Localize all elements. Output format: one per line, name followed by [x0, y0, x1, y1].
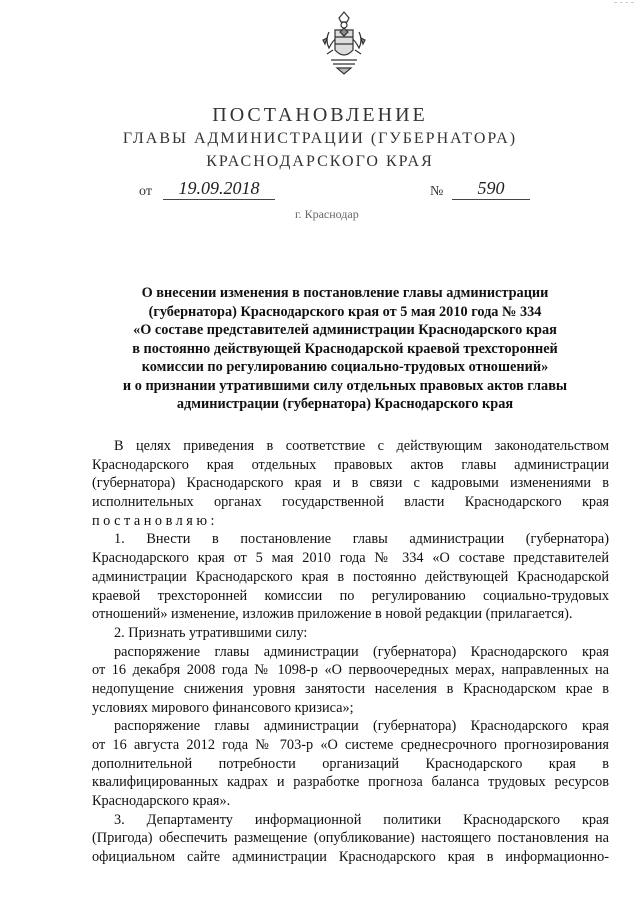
body-line: от 16 декабря 2008 года № 1098-р «О первоочередных мерах, направленных на [92, 662, 609, 679]
body-line: распоряжение главы администрации (губернатора) Краснодарского края [114, 718, 609, 735]
body-line: недопущение снижения уровня занятости населения в Краснодарском крае в [92, 680, 609, 697]
city-label: г. Краснодар [295, 207, 359, 221]
issuer-line-2: КРАСНОДАРСКОГО КРАЯ [206, 153, 434, 170]
date-prefix: от [139, 184, 152, 199]
heading-line: комиссии по регулированию социально-трудовых отношений» [141, 359, 549, 375]
body-line: 1. Внести в постановление главы администрации (губернатора) [114, 531, 609, 548]
body-line: квалифицированных кадрах и разработке прогноза баланса трудовых ресурсов [92, 774, 609, 791]
document-heading [80, 284, 610, 414]
heading-line: и о признании утратившими силу отдельных правовых актов главы [122, 377, 568, 394]
body-line: 3. Департаменту информационной политики Краснодарского края [114, 811, 609, 828]
heading-line: «О составе представителей администрации Краснодарского края [133, 322, 557, 338]
body-line: отношений» изменение, изложив приложение в новой редакции (прилагается). [92, 606, 573, 623]
body-line: условиях мирового финансового кризиса»; [92, 699, 354, 716]
body-line: (Пригода) обеспечить размещение (опубликование) настоящего постановления на [92, 830, 609, 847]
document-number: 590 [452, 178, 530, 200]
body-line: от 16 августа 2012 года № 703-р «О системе среднесрочного прогнозирования [92, 737, 609, 753]
body-line: 2. Признать утратившими силу: [114, 624, 308, 641]
body-line: официальном сайте администрации Краснодарского края в информационно- [92, 849, 609, 866]
document-body [92, 437, 609, 867]
heading-line: в постоянно действующей Краснодарской краевой трехсторонней [132, 340, 558, 357]
body-line: Краснодарского края от 5 мая 2010 года № 334 «О составе представителей [92, 550, 609, 567]
coat-of-arms-icon [319, 10, 369, 76]
scan-corner-mark [614, 2, 634, 3]
body-line: Краснодарского края отдельных правовых актов главы администрации [92, 456, 609, 473]
body-line: Краснодарского края». [92, 793, 231, 810]
body-line: краевой трехсторонней комиссии по регулированию социально-трудовых [92, 587, 609, 604]
resolve-word: постановляю: [92, 512, 218, 529]
body-line: (губернатора) Краснодарского края и в связи с кадровыми изменениями в [92, 475, 609, 492]
issuer-line-1: ГЛАВЫ АДМИНИСТРАЦИИ (ГУБЕРНАТОРА) [122, 130, 518, 147]
body-line: В целях приведения в соответствие с действующим законодательством [114, 438, 609, 454]
body-line: администрации Краснодарского края в постоянно действующей Краснодарской [92, 568, 609, 585]
body-line: дополнительной потребности организаций Краснодарского края в [92, 755, 609, 772]
document-type-title: ПОСТАНОВЛЕНИЕ [212, 104, 428, 126]
heading-line: администрации (губернатора) Краснодарского края [176, 396, 514, 412]
body-line: исполнительных органах государственной власти Краснодарского края [92, 494, 609, 511]
heading-line: (губернатора) Краснодарского края от 5 мая 2010 года № 334 [148, 303, 542, 320]
number-prefix: № [430, 184, 444, 199]
heading-line: О внесении изменения в постановление главы администрации [141, 285, 549, 301]
body-line: распоряжение главы администрации (губернатора) Краснодарского края [114, 643, 609, 660]
document-date: 19.09.2018 [163, 178, 275, 200]
